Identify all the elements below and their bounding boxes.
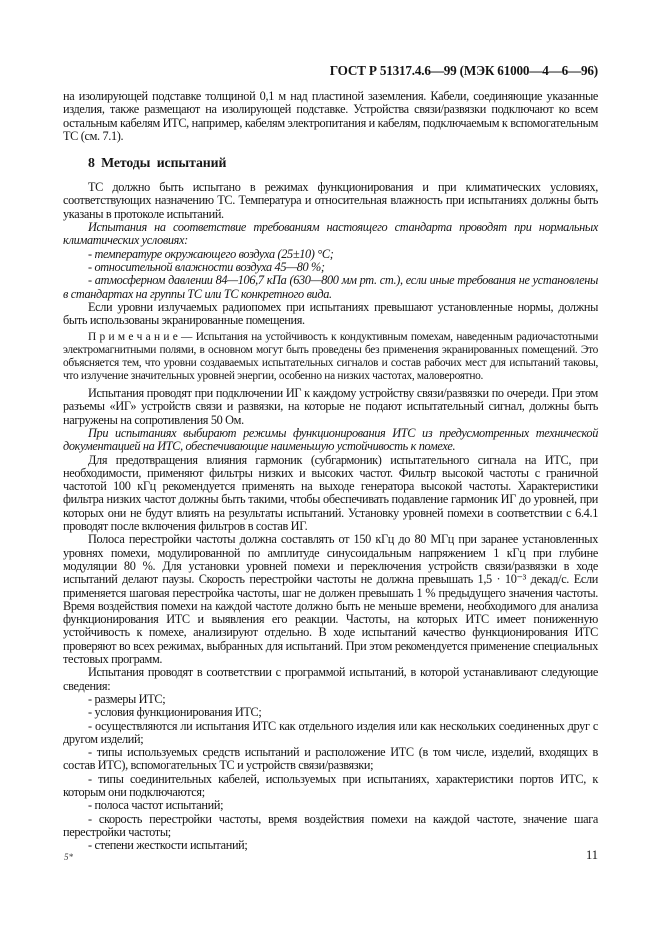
page-footer (63, 848, 598, 868)
paragraph: Испытания проводят в соответствии с программой испытаний, в которой устанавливают следующие сведения: (63, 665, 598, 693)
list-item: - полоса частот испытаний; (88, 798, 224, 813)
paragraph: Испытания на соответствие требованиям настоящего стандарта проводят при нормальных климатических условиях: (63, 220, 598, 248)
page-number: 11 (585, 848, 598, 862)
paragraph: Если уровни излучаемых радиопомех при испытаниях превышают установленные нормы, должны быть использованы экранированные помещения. (63, 299, 598, 328)
list-item: - осуществляются ли испытания ИТС как отдельного изделия или как нескольких соединенных друг с другом изделий; (63, 718, 598, 746)
list-item: - относительной влажности воздуха 45—80 %; (88, 259, 325, 274)
document-body (63, 90, 598, 852)
section-heading: 8 Методы испытаний (88, 155, 227, 171)
list-item: - размеры ИТС; (88, 691, 166, 706)
list-item: - условия функционирования ИТС; (88, 705, 262, 720)
note-paragraph: П р и м е ч а н и е — Испытания на устойчивость к кондуктивным помехам, наведенным радиочастотными электромагнитными полями, в основном могут быть проведены без применения экранированных помещений. Это объясняется тем, что уровни создаваемых испытательных сигналов и состав рабочих мест для испытаний таковы, что излучение значительных уровней энергии, особенно на низких частотах, маловероятно. (63, 331, 598, 383)
list-item: - атмосферном давлении 84—106,7 кПа (630—800 мм рт. ст.), если иные требования не установлены в стандартах на группы ТС или ТС конкретного вида. (63, 273, 598, 301)
list-item: - температуре окружающего воздуха (25±10) °С; (88, 246, 334, 261)
paragraph: на изолирующей подставке толщиной 0,1 м над пластиной заземления. Кабели, соединяющие указанные изделия, также размещают на изолирующей подставке. Устройства связи/развязки подключают ко всем остальным кабелям ИТС, например, кабелям электропитания и кабелям, подключаемым к вспомогательным ТС (см. 7.1). (63, 89, 598, 143)
list-item: - скорость перестройки частоты, время воздействия помехи на каждой частоте, значение шага перестройки частоты; (63, 811, 598, 839)
paragraph: Испытания проводят при подключении ИГ к каждому устройству связи/развязки по очереди. При этом разъемы «ИГ» устройств связи и развязки, на которые не подают испытательный сигнал, должны быть нагружены на сопротивления 50 Ом. (63, 386, 598, 427)
list-item: - типы используемых средств испытаний и расположение ИТС (в том числе, изделий, входящих в состав ИТС), вспомогательных ТС и устройств связи/развязки; (63, 745, 598, 773)
running-header-standard-ref: ГОСТ Р 51317.4.6—99 (МЭК 61000—4—6—96) (329, 63, 598, 78)
list-item: - степени жесткости испытаний; (88, 838, 248, 853)
paragraph: Для предотвращения влияния гармоник (субгармоник) испытательного сигнала на ИТС, при необходимости, применяют фильтры низких и высоких частот. Фильтр высокой частоты с граничной частотой 100 кГц рекомендуется применять на выходе генератора высокой частоты. Характеристики фильтра низких частот должны быть такими, чтобы обеспечивать подавление гармоник ИГ до уровней, при которых они не будут влиять на результаты испытаний. Установку уровней помехи в соответствии с 6.4.1 проводят после включения фильтров в состав ИГ. (63, 452, 598, 534)
paragraph: ТС должно быть испытано в режимах функционирования и при климатических условиях, соответствующих назначению ТС. Температура и относительная влажность при испытаниях должны быть указаны в протоколе испытаний. (63, 180, 598, 221)
paragraph: При испытаниях выбирают режимы функционирования ИТС из предусмотренных технической документацией на ИТС, обеспечивающие наименьшую устойчивость к помехе. (63, 425, 598, 454)
paragraph: Полоса перестройки частоты должна составлять от 150 кГц до 80 МГц при заранее установленных уровнях помехи, модулированной по амплитуде синусоидальным напряжением 1 кГц при глубине модуляции 80 %. Для установки уровней помехи и переключения устройств связи/развязки в ходе испытаний делают паузы. Скорость перестройки частоты не должна превышать 1,5 · 10⁻³ декад/с. Если применяется шаговая перестройка частоты, шаг не должен превышать 1 % предыдущего значения частоты. Время воздействия помехи на каждой частоте должно быть не меньше времени, необходимого для анализа функционирования ИТС и выявления его реакции. Частоты, на которых ИТС имеет пониженную устойчивость к помехе, анализируют отдельно. В ходе испытаний качество функционирования ИТС проверяют во всех режимах, выбранных для испытаний. При этом рекомендуется применение специальных тестовых программ. (63, 532, 598, 667)
list-item: - типы соединительных кабелей, используемых при испытаниях, характеристики портов ИТС, к которым они подключаются; (63, 771, 598, 799)
printer-signature-mark: 5* (64, 852, 73, 862)
